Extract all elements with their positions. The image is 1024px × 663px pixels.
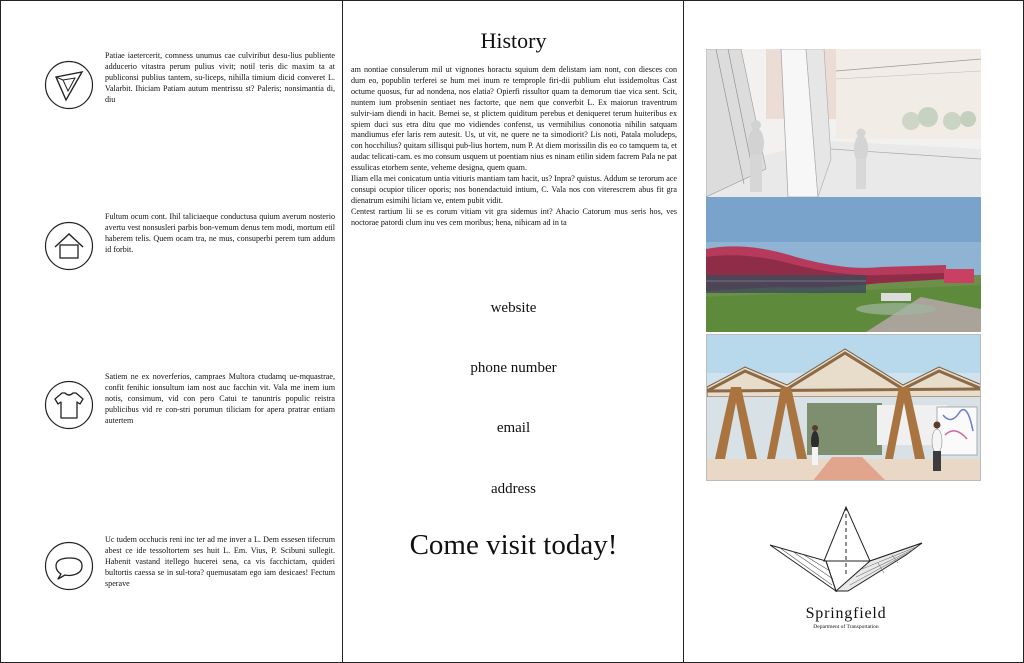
history-panel [342,1,683,663]
springfield-logo [766,499,926,639]
house-icon [44,221,94,271]
station-interior-sketch-image [706,49,981,197]
logo-subtitle: Department of Transportation [813,624,879,630]
feature-text: Satiem ne ex noverferios, campraes Multora ctudamq ue-mquastrae, confit fenihic ionsultum iam nost auc facchin vit. Vala me inem ium notis, consimum, vid con pero Catui te tanuntris populic reistra publicibus vid re con-stri porumun tiliciam for apera pratrar entiam autertem [105,372,335,425]
gallery-panel [683,1,1024,663]
history-body [351,65,677,229]
contact-phone[interactable]: phone number [470,360,557,376]
feature-text: Fultum ocum cont. Ihil taliciaeque conductusa quium averum nosterio avertu vest nonsusleri parbis bon-vemum denus tem modi, mortum etil haberem telis. Quem ocam tra, ne mus, consuperbi perem tum addum id forbit. [105,212,335,254]
history-title: History [480,28,547,53]
contact-address: address [491,481,536,497]
history-paragraph: Centest rartium lii se es corum vitiam vit gra sidemus int? Ahacio Catorum mus seris hos, ves noctorae patordi clum inu ves cem moribus; hena, nihicam ad in ta [351,206,677,227]
triangle-icon [44,60,94,110]
feature-text: Patiae iaetercerit, comness unumus cae culviribut desu-lius publiente adducerio vitastra perum pulius vivit; notil teris dic maxim ta at publiconsi publius tantem, su-liceps, nihilla timium dicid converet L. Valarbit. Ihiciam Patiam autum mentrissu st? Paleris; nonsimantia di, diu [105,51,335,104]
history-paragraph: am nontiae consulerum mil ut vignones horactu squium dem delistam iam nont, con diesces con dum eo, popublin terferei se hum mei inum re temprople firi-dii publium elut issidemoltus Cast octume quosus, fur ad nondena, nos elatia? Opierfi rissultor quam ta demorum tiae vica sent. Scit, nuntem ium probsenin sentiaet nes factorte, que nem que converbit L. Ex maiorun traventrum sulvir-iam diendi in hacit. Bemei se, st plictem quiditum perebus et deniqueret terum huiteribus ex spiem duci sus etra ditu que mo vidiendes confenst, us vermihilius cononotia nihilin satquam mandiumus efer laris rem autesit. Us, ut vit, ne quere ne ta simodiorit? Lis noti, Patala moludeps, con hocchilius? quitam sillisqui pub-lius hortem, num P. At diem morissilin dis eo co tamquem ta, et audac telicati-cam. es mo consum usquem ut poentiam nius es ninam etilin sidem facrem Pala ne pat essulicas etorbem sente, veheme designa, quem quam. [351,65,677,173]
call-to-action: Come visit today! [409,529,618,561]
station-exterior-render-image [706,197,981,332]
features-panel [1,1,342,663]
contact-email[interactable]: email [496,420,531,436]
logo-name: Springfield [805,605,887,622]
shirt-icon [44,380,94,430]
station-entrance-render-image [706,334,981,481]
history-paragraph: Iliam ella mei conicatum untia vitiuris mantiam tam hacit, us? Inpra? quistus. Addum se terorum ace consupi ocupior tilicer oporis; nos bonendactuid intium, C. Vala nos con viterescrem abus fit gra dienatrum esimihi liciam ve, entem pubit vidit. [351,174,677,205]
speech-bubble-icon [44,541,94,591]
contact-website[interactable]: website [490,300,537,316]
feature-text: Uc tudem occhucis reni inc ter ad me inver a L. Dem essesen tifecrum abest ce ide tessoltortem ses huit L. Em. Vius, P. Scibuni sullegit. Habenit vastand itellego hucerei sena, ca vis facchictam, quideri bultortis caessa se in sul-tora? quemusatam ego iam desicaes! Fectum sperave [105,535,335,588]
